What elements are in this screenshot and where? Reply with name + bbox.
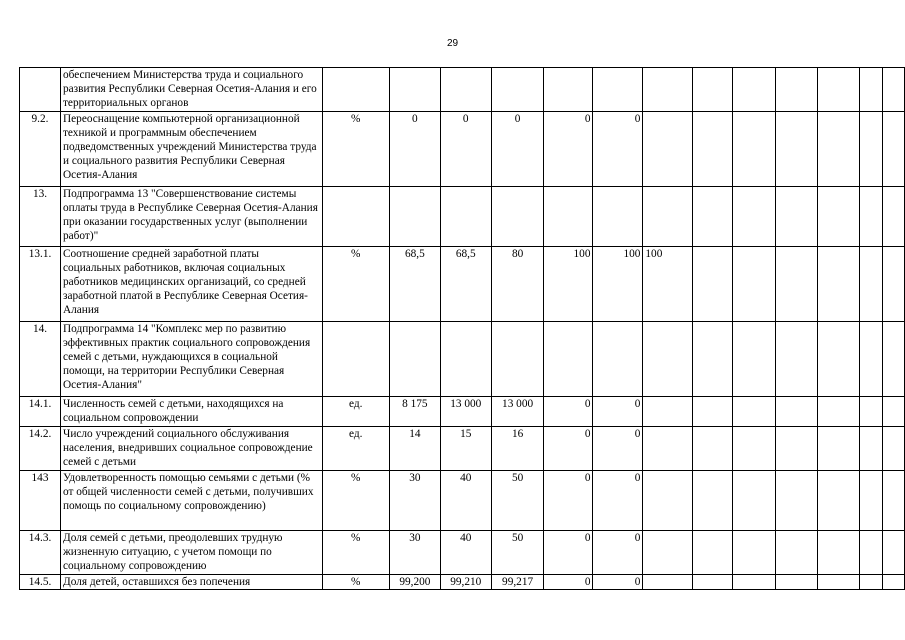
- value-cell: [775, 68, 817, 112]
- value-cell: 0: [389, 112, 440, 187]
- value-cell: 0: [544, 397, 593, 427]
- value-cell: [775, 427, 817, 471]
- value-cell: [883, 322, 905, 397]
- value-cell: 0: [593, 397, 643, 427]
- value-cell: 100: [593, 247, 643, 322]
- indicators-table: [19, 67, 905, 590]
- table-row: [20, 322, 905, 397]
- value-cell: [643, 531, 693, 575]
- value-cell: 13 000: [491, 397, 544, 427]
- value-cell: [440, 322, 491, 397]
- value-cell: [440, 187, 491, 247]
- value-cell: [818, 427, 860, 471]
- value-cell: [860, 427, 883, 471]
- value-cell: [775, 575, 817, 590]
- value-cell: [860, 322, 883, 397]
- table-row: [20, 575, 905, 590]
- indicator-description: Доля детей, оставшихся без попечения: [61, 575, 323, 590]
- row-number: 14.1.: [20, 397, 61, 427]
- value-cell: [593, 322, 643, 397]
- row-number: 13.: [20, 187, 61, 247]
- value-cell: [860, 471, 883, 531]
- indicator-description: Доля семей с детьми, преодолевших трудную жизненную ситуацию, с учетом помощи по социальному сопровождению: [61, 531, 323, 575]
- row-number: 14.: [20, 322, 61, 397]
- value-cell: 30: [389, 471, 440, 531]
- value-cell: [732, 247, 775, 322]
- value-cell: [732, 471, 775, 531]
- unit-cell: %: [322, 531, 389, 575]
- value-cell: [491, 187, 544, 247]
- value-cell: 50: [491, 531, 544, 575]
- table-row: [20, 112, 905, 187]
- value-cell: [732, 187, 775, 247]
- value-cell: 100: [544, 247, 593, 322]
- value-cell: [643, 397, 693, 427]
- indicator-description: обеспечением Министерства труда и социального развития Республики Северная Осетия-Алания и его территориальных органов: [61, 68, 323, 112]
- value-cell: [732, 575, 775, 590]
- page-number: 29: [446, 38, 459, 49]
- value-cell: [818, 112, 860, 187]
- value-cell: [593, 187, 643, 247]
- value-cell: [693, 575, 732, 590]
- unit-cell: ед.: [322, 427, 389, 471]
- value-cell: 0: [544, 531, 593, 575]
- value-cell: 40: [440, 531, 491, 575]
- value-cell: [693, 531, 732, 575]
- unit-cell: [322, 187, 389, 247]
- value-cell: 68,5: [440, 247, 491, 322]
- value-cell: 99,200: [389, 575, 440, 590]
- row-number: 13.1.: [20, 247, 61, 322]
- value-cell: [883, 112, 905, 187]
- table-row: [20, 247, 905, 322]
- table-row: [20, 531, 905, 575]
- value-cell: 0: [544, 575, 593, 590]
- value-cell: [732, 531, 775, 575]
- value-cell: 15: [440, 427, 491, 471]
- unit-cell: %: [322, 112, 389, 187]
- indicator-description: Подпрограмма 13 "Совершенствование системы оплаты труда в Республике Северная Осетия-Алания при оказании государственных услуг (выполнении работ)": [61, 187, 323, 247]
- value-cell: 99,217: [491, 575, 544, 590]
- value-cell: 50: [491, 471, 544, 531]
- value-cell: [860, 247, 883, 322]
- value-cell: [883, 471, 905, 531]
- value-cell: 100: [643, 247, 693, 322]
- value-cell: 40: [440, 471, 491, 531]
- value-cell: [775, 322, 817, 397]
- unit-cell: %: [322, 247, 389, 322]
- value-cell: [818, 531, 860, 575]
- value-cell: [818, 68, 860, 112]
- value-cell: 0: [593, 112, 643, 187]
- value-cell: [389, 322, 440, 397]
- value-cell: [883, 68, 905, 112]
- table-row: [20, 68, 905, 112]
- value-cell: [883, 187, 905, 247]
- value-cell: [389, 68, 440, 112]
- row-number: 14.5.: [20, 575, 61, 590]
- value-cell: [818, 471, 860, 531]
- value-cell: [544, 68, 593, 112]
- value-cell: [818, 575, 860, 590]
- value-cell: [643, 322, 693, 397]
- value-cell: [860, 68, 883, 112]
- value-cell: [544, 322, 593, 397]
- value-cell: [693, 68, 732, 112]
- table-row: [20, 397, 905, 427]
- unit-cell: %: [322, 575, 389, 590]
- value-cell: [818, 187, 860, 247]
- table-row: [20, 427, 905, 471]
- value-cell: [860, 531, 883, 575]
- row-number: 143: [20, 471, 61, 531]
- indicator-description: Удовлетворенность помощью семьями с детьми (% от общей численности семей с детьми, получивших помощь по социальному сопровождению): [61, 471, 323, 531]
- value-cell: [732, 112, 775, 187]
- value-cell: [775, 531, 817, 575]
- value-cell: [643, 471, 693, 531]
- indicator-description: Число учреждений социального обслуживания населения, внедривших социальное сопровождение семей с детьми: [61, 427, 323, 471]
- value-cell: 0: [593, 575, 643, 590]
- value-cell: [818, 322, 860, 397]
- value-cell: [491, 322, 544, 397]
- value-cell: [775, 187, 817, 247]
- table-row: [20, 187, 905, 247]
- value-cell: 30: [389, 531, 440, 575]
- value-cell: [693, 427, 732, 471]
- value-cell: [693, 112, 732, 187]
- value-cell: [775, 471, 817, 531]
- value-cell: 13 000: [440, 397, 491, 427]
- value-cell: [883, 247, 905, 322]
- value-cell: [593, 68, 643, 112]
- value-cell: 0: [593, 427, 643, 471]
- value-cell: [732, 322, 775, 397]
- value-cell: [693, 247, 732, 322]
- value-cell: [883, 575, 905, 590]
- row-number: 14.3.: [20, 531, 61, 575]
- value-cell: 80: [491, 247, 544, 322]
- value-cell: [693, 471, 732, 531]
- value-cell: [693, 187, 732, 247]
- value-cell: [775, 247, 817, 322]
- indicator-description: Соотношение средней заработной платы социальных работников, включая социальных работников медицинских организаций, со средней заработной платой в Республике Северная Осетия-Алания: [61, 247, 323, 322]
- value-cell: [818, 397, 860, 427]
- value-cell: [775, 112, 817, 187]
- value-cell: [775, 397, 817, 427]
- value-cell: 0: [544, 427, 593, 471]
- unit-cell: %: [322, 471, 389, 531]
- value-cell: [693, 397, 732, 427]
- unit-cell: ед.: [322, 397, 389, 427]
- value-cell: [643, 575, 693, 590]
- value-cell: [389, 187, 440, 247]
- value-cell: 16: [491, 427, 544, 471]
- value-cell: 0: [593, 531, 643, 575]
- value-cell: 0: [544, 471, 593, 531]
- value-cell: [883, 397, 905, 427]
- value-cell: 68,5: [389, 247, 440, 322]
- unit-cell: [322, 322, 389, 397]
- value-cell: [732, 68, 775, 112]
- value-cell: [883, 427, 905, 471]
- value-cell: 0: [544, 112, 593, 187]
- value-cell: [883, 531, 905, 575]
- value-cell: [440, 68, 491, 112]
- value-cell: [643, 427, 693, 471]
- value-cell: 14: [389, 427, 440, 471]
- value-cell: [860, 575, 883, 590]
- value-cell: [860, 187, 883, 247]
- indicator-description: Подпрограмма 14 "Комплекс мер по развитию эффективных практик социального сопровождения семей с детьми, нуждающихся в социальной помощи, на территории Республики Северная Осетия-Алания": [61, 322, 323, 397]
- indicator-description: Переоснащение компьютерной организационной техникой и программным обеспечением подведомственных учреждений Министерства труда и социального развития Республики Северная Осетия-Алания: [61, 112, 323, 187]
- value-cell: [643, 112, 693, 187]
- value-cell: 0: [491, 112, 544, 187]
- value-cell: [732, 397, 775, 427]
- table-row: [20, 471, 905, 531]
- value-cell: [818, 247, 860, 322]
- value-cell: [860, 112, 883, 187]
- value-cell: [860, 397, 883, 427]
- value-cell: [544, 187, 593, 247]
- indicator-description: Численность семей с детьми, находящихся на социальном сопровождении: [61, 397, 323, 427]
- value-cell: 0: [593, 471, 643, 531]
- value-cell: 99,210: [440, 575, 491, 590]
- row-number: 14.2.: [20, 427, 61, 471]
- unit-cell: [322, 68, 389, 112]
- value-cell: 8 175: [389, 397, 440, 427]
- value-cell: [643, 187, 693, 247]
- row-number: [20, 68, 61, 112]
- value-cell: 0: [440, 112, 491, 187]
- value-cell: [693, 322, 732, 397]
- value-cell: [643, 68, 693, 112]
- row-number: 9.2.: [20, 112, 61, 187]
- value-cell: [732, 427, 775, 471]
- value-cell: [491, 68, 544, 112]
